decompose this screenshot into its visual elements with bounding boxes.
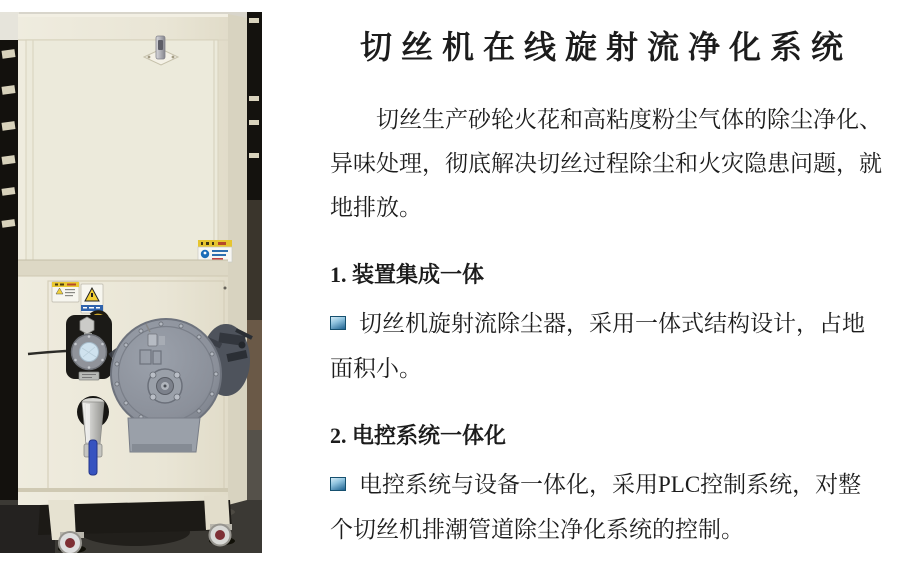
valve-handle bbox=[89, 440, 97, 475]
section-1-heading: 1. 装置集成一体 bbox=[330, 262, 485, 287]
section-2-heading: 2. 电控系统一体化 bbox=[330, 423, 507, 448]
machine-photo-illustration bbox=[0, 0, 262, 553]
page-title: 切丝机在线旋射流净化系统 bbox=[359, 29, 852, 65]
product-description bbox=[330, 0, 882, 552]
intro-paragraph: 切丝生产砂轮火花和高粘度粉尘气体的除尘净化、异味处理，彻底解决切丝过程除尘和火灾隐患问题，就地排放。 bbox=[330, 107, 882, 220]
warning-label-right bbox=[81, 284, 103, 313]
brand-sticker bbox=[198, 240, 232, 262]
section-1-bullet bbox=[330, 301, 882, 391]
upper-door bbox=[26, 40, 218, 260]
latch bbox=[148, 334, 157, 346]
section-2-bullet-text: 电控系统与设备一体化，采用PLC控制系统，对整个切丝机排潮管道除尘净化系统的控制。 bbox=[330, 472, 862, 542]
warning-label-left bbox=[52, 282, 79, 302]
square-bullet-icon bbox=[330, 477, 346, 491]
section-1-bullet-text: 切丝机旋射流除尘器，采用一体式结构设计，占地面积小。 bbox=[330, 311, 865, 381]
square-bullet-icon bbox=[330, 316, 346, 330]
section-2-bullet bbox=[330, 462, 882, 552]
machine-photo bbox=[0, 0, 262, 553]
